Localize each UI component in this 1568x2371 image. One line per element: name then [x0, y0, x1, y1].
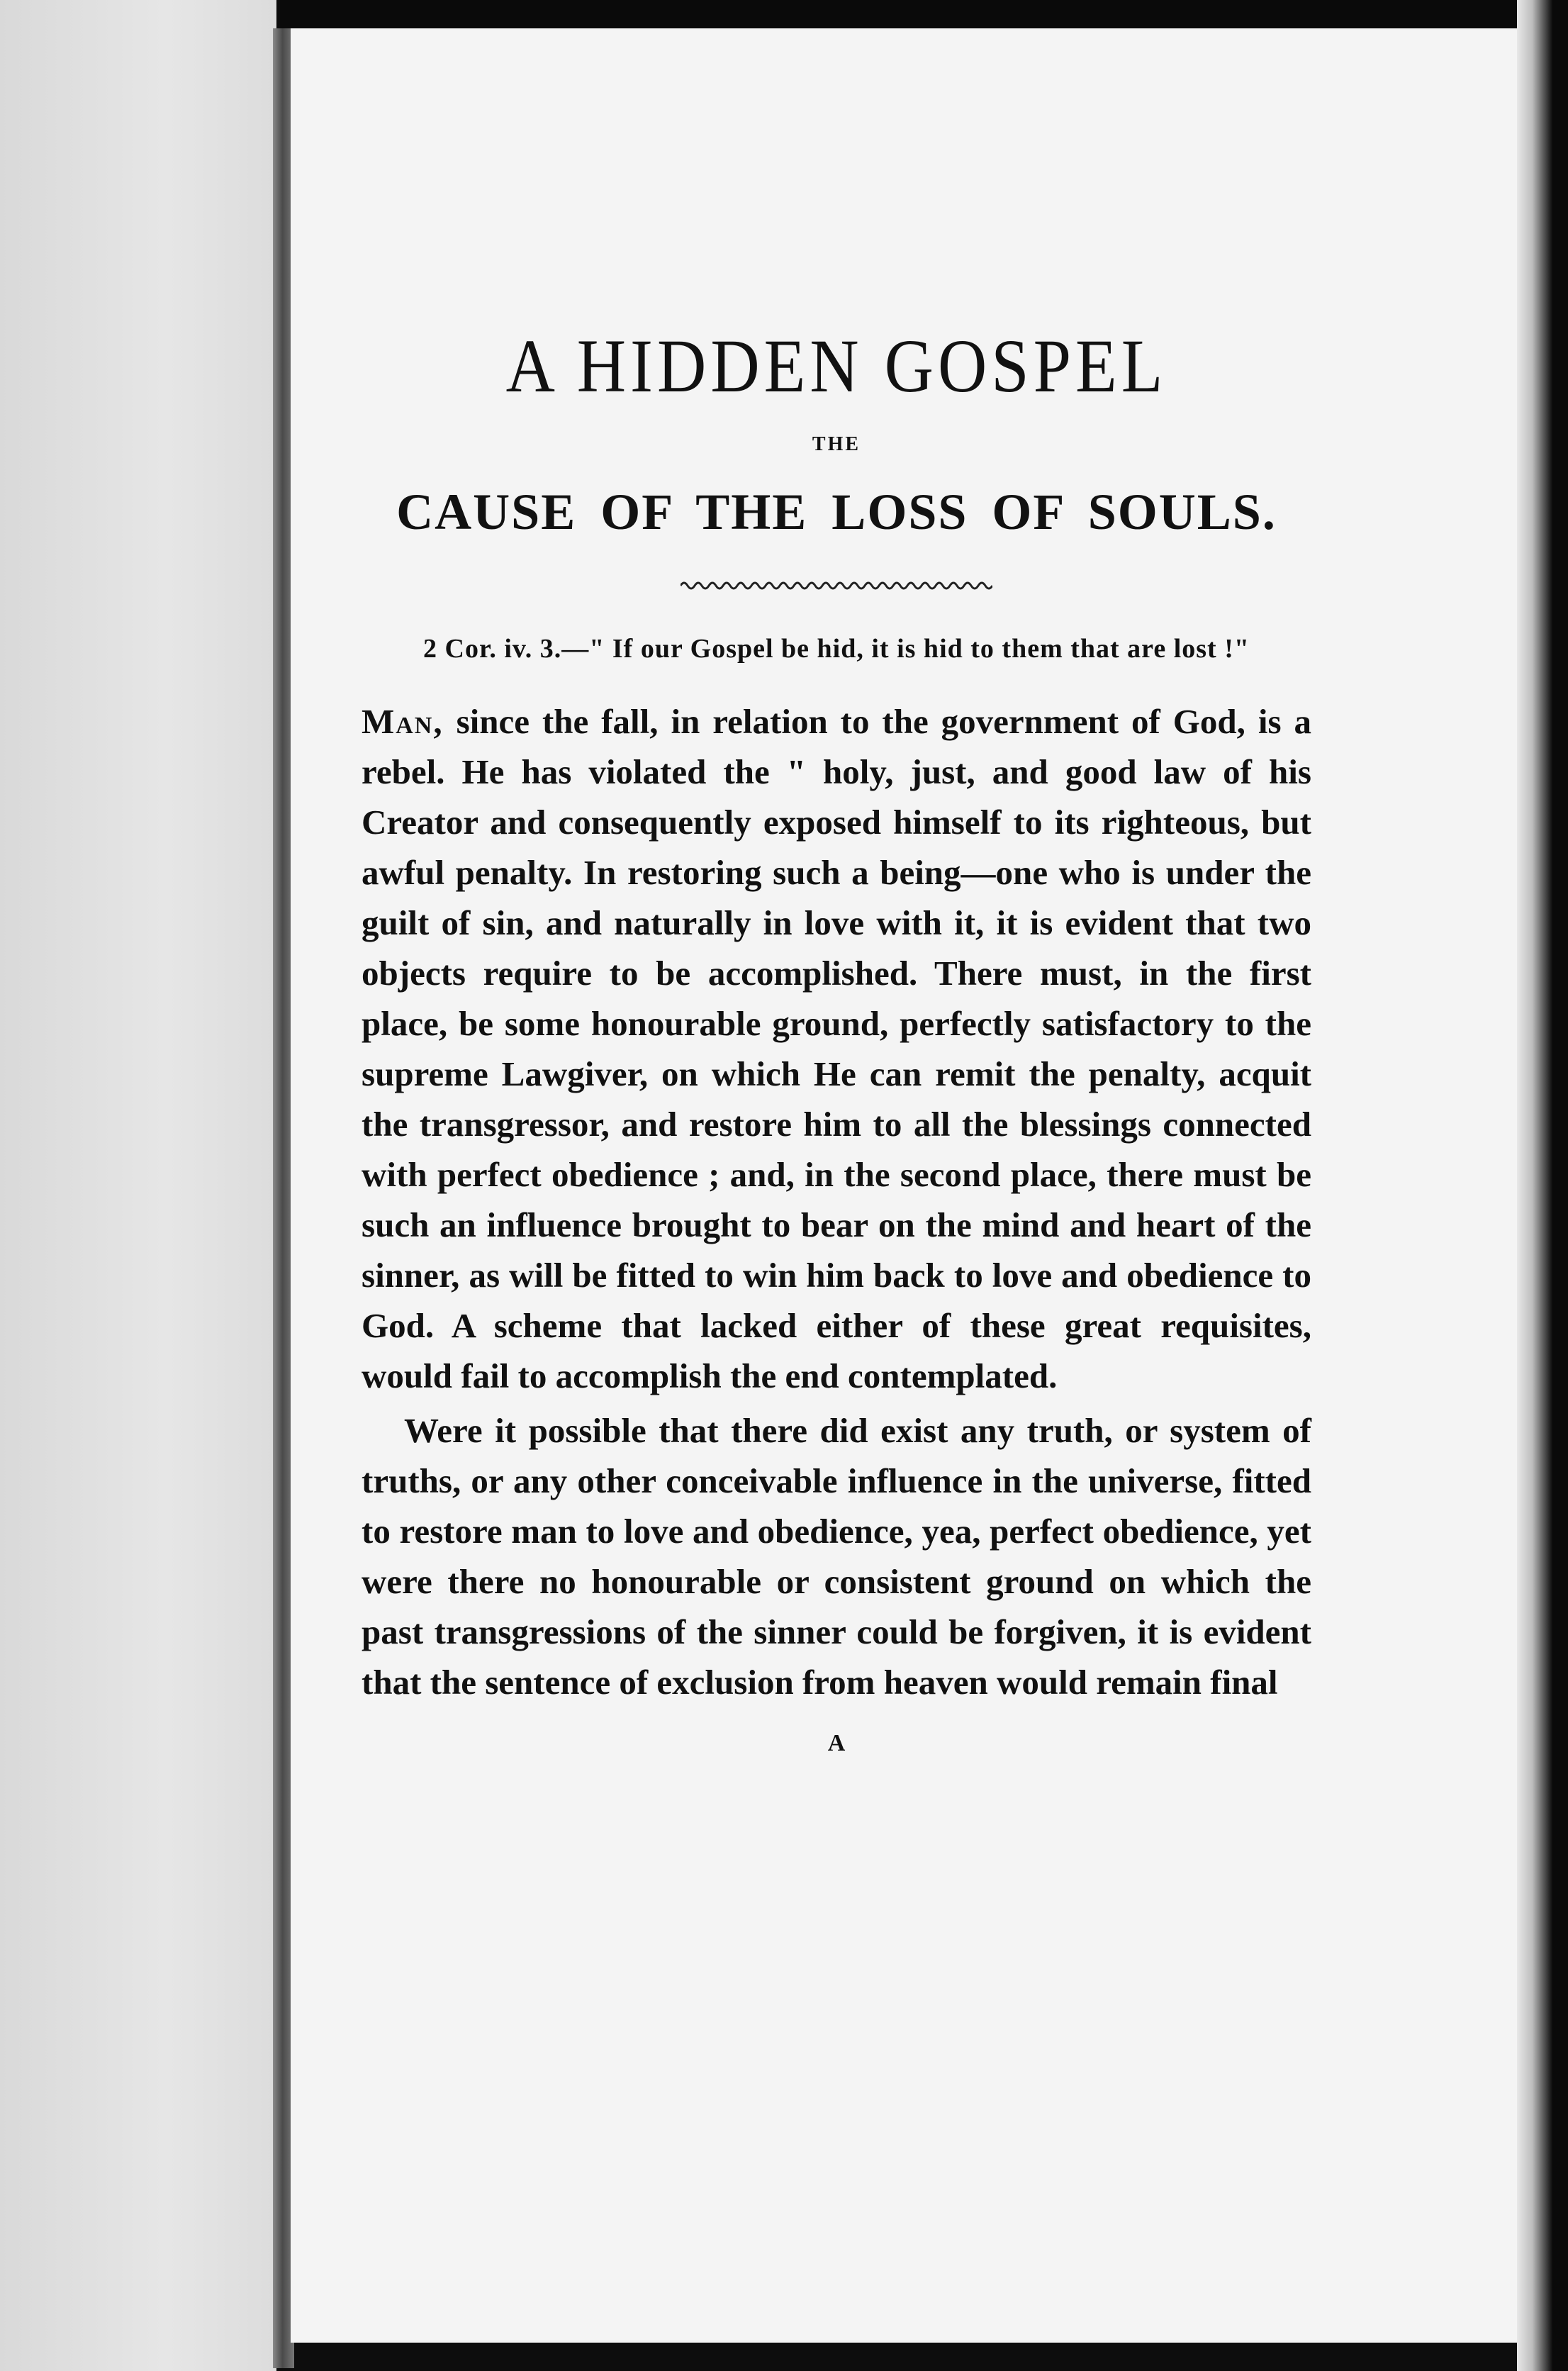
scripture-epigraph: 2 Cor. iv. 3.—" If our Gospel be hid, it is hid to them that are lost !" [423, 634, 1250, 664]
paragraph-2: Were it possible that there did exist any truth, or system of truths, or any other conceivable influence in the universe, fitted to restore man to love and obedience, yea, perfect obedience, yet were there no honourable or consistent ground on which the past transgressions of the sinner could be forgiven, it is evident that the sentence of exclusion from heaven would remain final [362, 1411, 1311, 1702]
wavy-rule-divider [681, 577, 992, 594]
scan-right-edge [1517, 0, 1568, 2371]
title-subtitle: CAUSE OF THE LOSS OF SOULS. [396, 484, 1277, 540]
left-facing-page [0, 0, 276, 2371]
page-content [362, 323, 1311, 1757]
signature-mark: A [827, 1730, 846, 1756]
paragraph-1-lead-word: Man, [362, 702, 444, 741]
right-page [291, 28, 1517, 2343]
title-main: A HIDDEN GOSPEL [505, 323, 1167, 408]
paragraph-1-body: since the fall, in relation to the government of God, is a rebel. He has violated the " holy, just, and good law of his Creator and consequently exposed himself to its righteous, but awful penalty. In restoring such a being—one who is under the guilt of sin, and naturally in love with it, it is evident that two objects require to be accomplished. There must, in the first place, be some honourable ground, perfectly satisfactory to the supreme Lawgiver, on which He can remit the penalty, acquit the transgressor, and restore him to all the blessings connected with perfect obedience ; and, in the second place, there must be such an influence brought to bear on the mind and heart of the sinner, as will be fitted to win him back to love and obedience to God. A scheme that lacked either of these great requisites, would fail to accomplish the end contemplated. [362, 702, 1311, 1395]
title-connector: THE [812, 433, 861, 455]
paragraph-1 [362, 696, 1311, 1401]
